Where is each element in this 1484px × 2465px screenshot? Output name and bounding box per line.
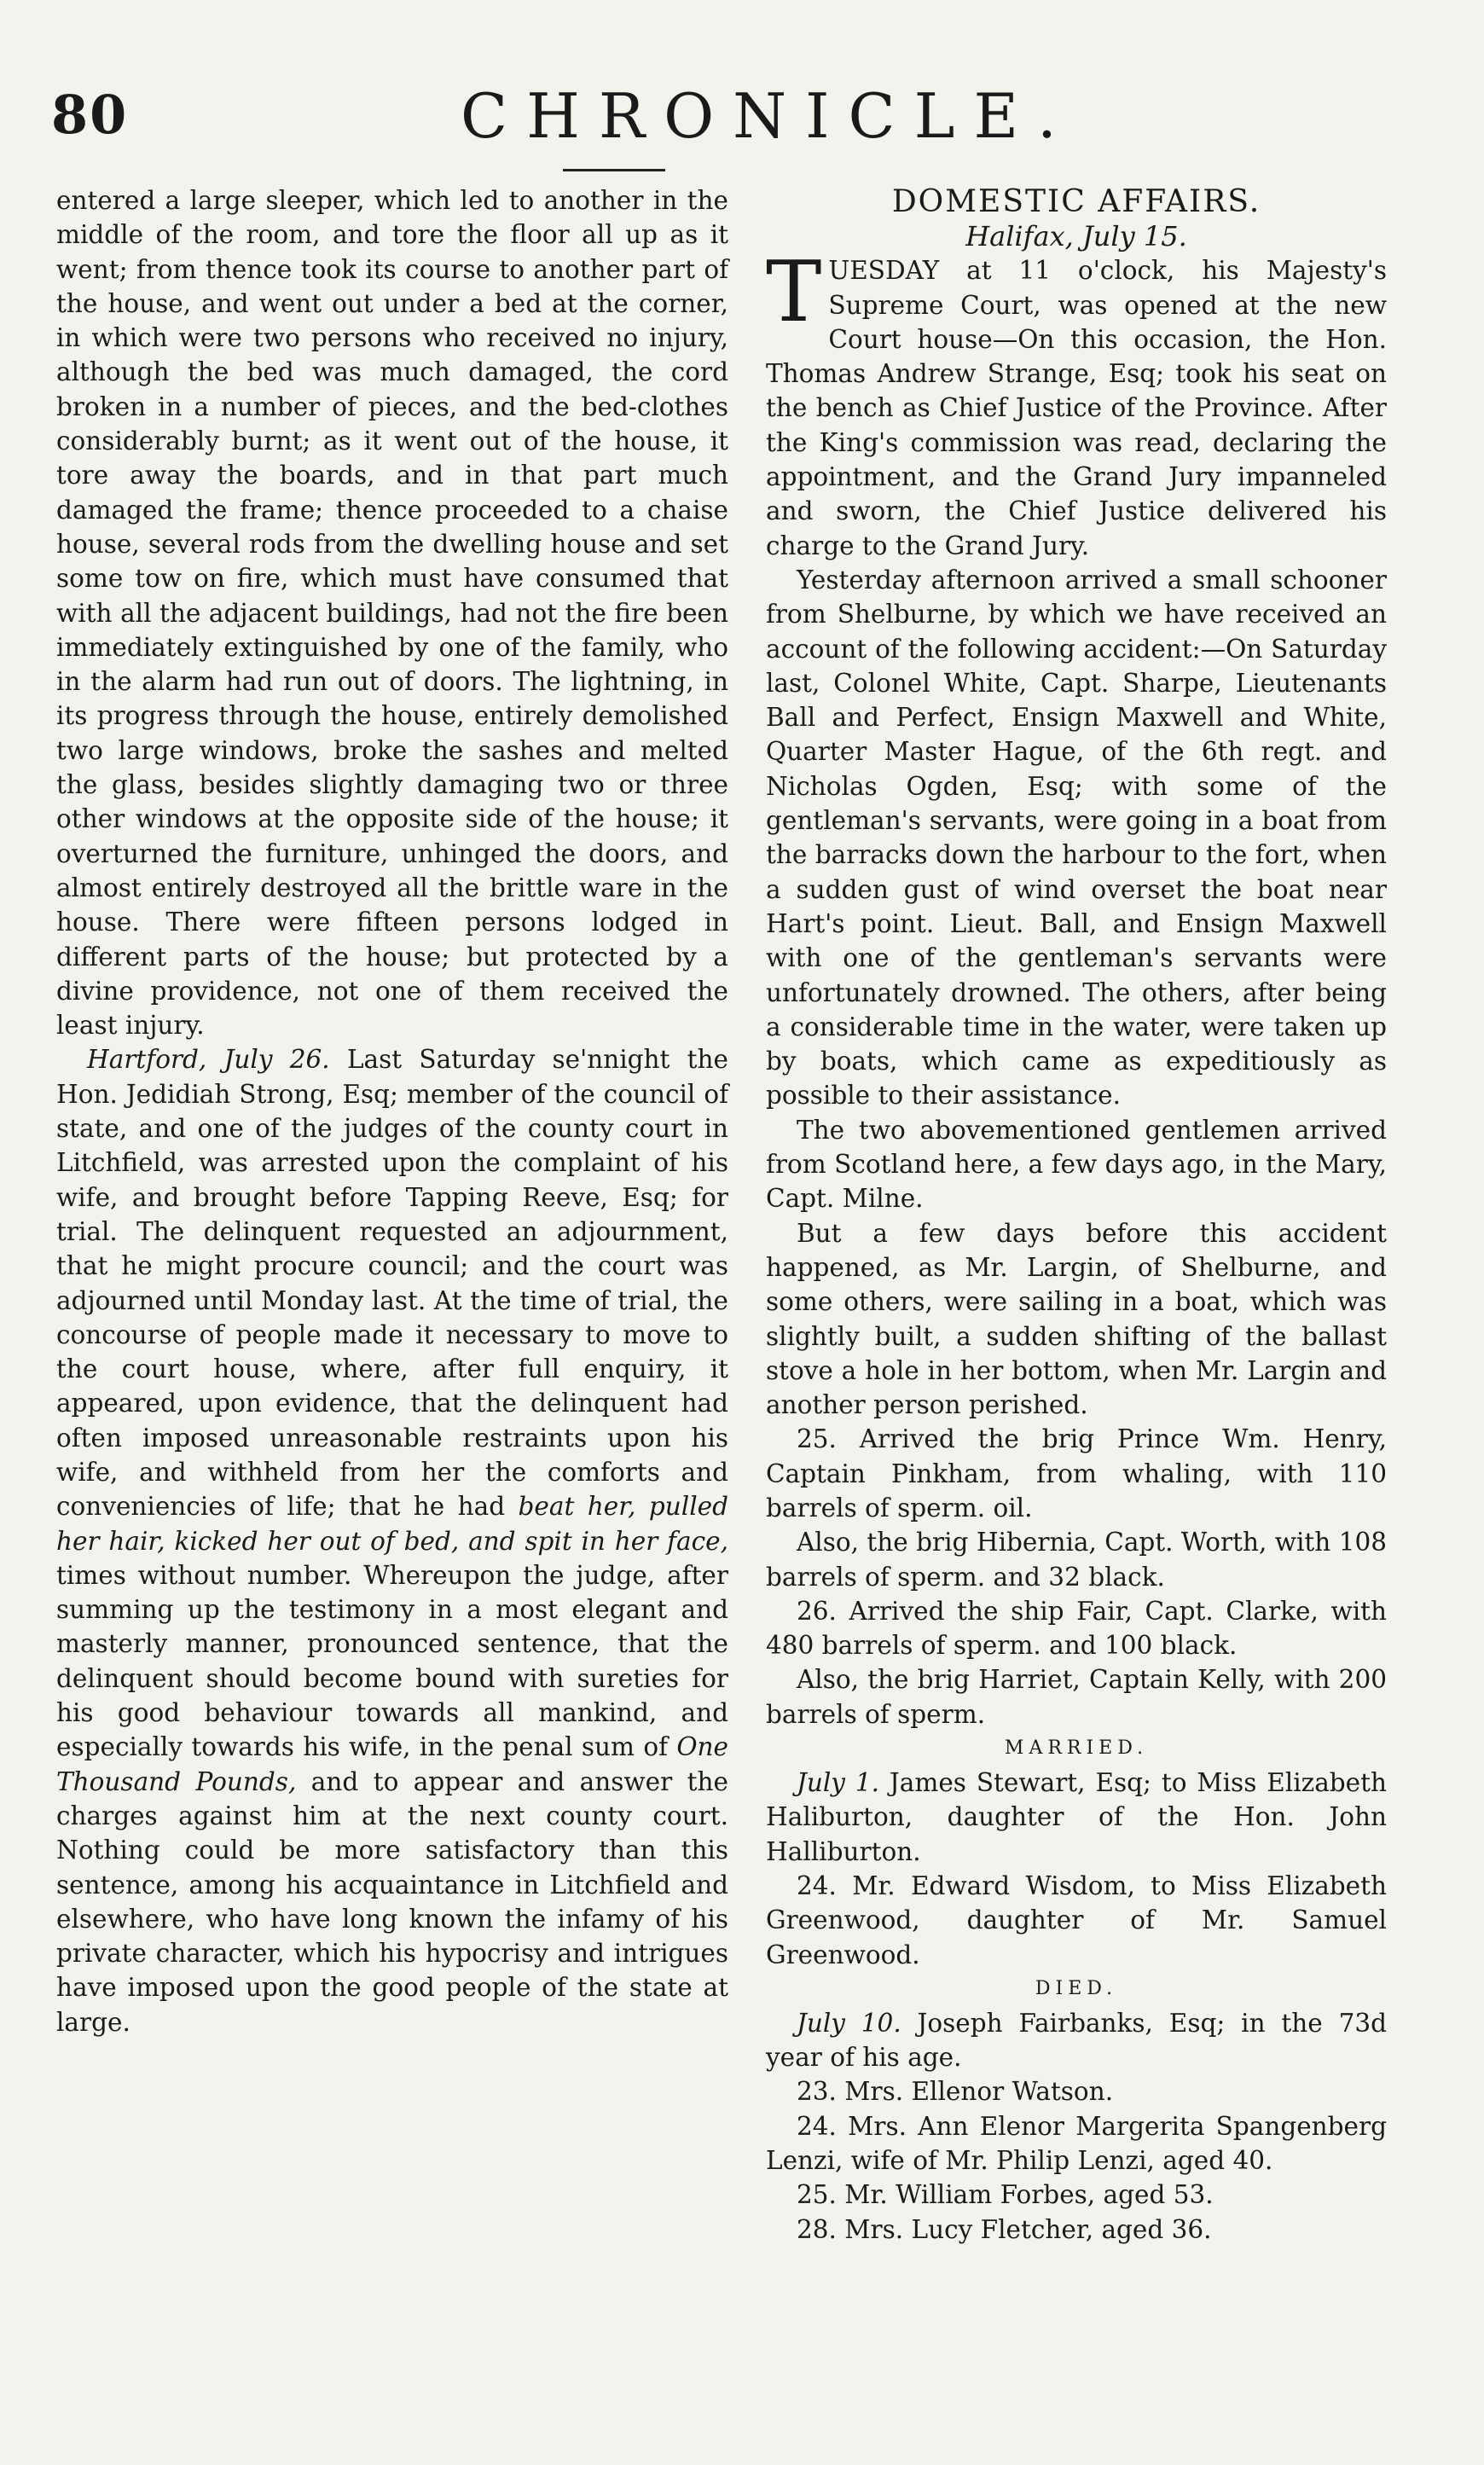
- shipping-entry-4: Also, the brig Harriet, Captain Kelly, with 200 barrels of sperm.: [766, 1665, 1387, 1729]
- death-date: July 10.: [797, 2008, 901, 2038]
- death-entry-5: 28. Mrs. Lucy Fletcher, aged 36.: [797, 2214, 1212, 2244]
- shipping-entry-1: 25. Arrived the brig Prince Wm. Henry, Captain Pinkham, from whaling, with 110 barrels of sperm. oil.: [766, 1424, 1387, 1522]
- death-entry-3: 24. Mrs. Ann Elenor Margerita Spangenberg Lenzi, wife of Mr. Philip Lenzi, aged 40.: [766, 2111, 1387, 2176]
- page-number: 80: [51, 84, 129, 146]
- hartford-text-italic: beat her, pulled her hair, kicked her out of bed, and spit in her face,: [56, 1492, 728, 1556]
- gentlemen-note: The two abovementioned gentlemen arrived from Scotland here, a few days ago, in the Mary, Capt. Milne.: [766, 1115, 1387, 1214]
- death-text: Joseph Fairbanks, Esq; in the 73d year of his age.: [766, 2008, 1388, 2073]
- marriage-date: July 1.: [797, 1768, 879, 1798]
- hartford-text-c: and to appear and answer the charges against him at the next county court. Nothing could be more satisfactory than this sentence, among his acquaintance in Litchfield and elsewhere, who have long known the infamy of his private character, which his hypocrisy and intrigues have imposed upon the good people of the state at large.: [56, 1766, 728, 2037]
- left-column: [56, 183, 728, 2039]
- hartford-dateline: Hartford, July 26.: [87, 1045, 330, 1075]
- hartford-text-a: Last Saturday se'nnight the Hon. Jedidiah Strong, Esq; member of the council of state, and one of the judges of the county court in Litchfield, was arrested upon the complaint of his wife, and brought before Tapping Reeve, Esq; for trial. The delinquent requested an adjournment, that he might procure council; and the court was adjourned until Monday last. At the time of trial, the concourse of people made it necessary to move to the court house, where, after full enquiry, it appeared, upon evidence, that the delinquent had often imposed unreasonable restraints upon his wife, and withheld from her the comforts and conveniencies of life; that he had: [56, 1045, 728, 1522]
- running-head-title: CHRONICLE.: [461, 80, 1075, 152]
- supreme-court-article: [766, 244, 1387, 563]
- right-column: [766, 183, 1387, 2247]
- death-entry-1: [766, 2006, 1387, 2075]
- lightning-article-continuation: entered a large sleeper, which led to another in the middle of the room, and tore the floor all up as it went; from thence took its course to another part of the house, and went out under a bed at the corner, in which were two persons who received no injury, although the bed was much damaged, the cord broken in a number of pieces, and the bed-clothes considerably burnt; as it went out of the house, it tore away the boards, and in that part much damaged the frame; thence proceeded to a chaise house, several rods from the dwelling house and set some tow on fire, which must have consumed that with all the adjacent buildings, had not the fire been immediately extinguished by one of the family, who in the alarm had run out of doors. The lightning, in its progress through the house, entirely demolished two large windows, broke the sashes and melted the glass, besides slightly damaging two or three other windows at the opposite side of the house; it overturned the furniture, unhinged the doors, and almost entirely destroyed all the brittle ware in the house. There were fifteen persons lodged in different parts of the house; but protected by a divine providence, not one of them received the least injury.: [56, 186, 728, 1041]
- marriage-text: James Stewart, Esq; to Miss Elizabeth Haliburton, daughter of the Hon. John Halliburton.: [766, 1768, 1387, 1866]
- boat-accident-article: Yesterday afternoon arrived a small schooner from Shelburne, by which we have received an account of the following accident:—On Saturday last, Colonel White, Capt. Sharpe, Lieutenants Ball and Perfect, Ensign Maxwell and White, Quarter Master Hague, of the 6th regt. and Nicholas Ogden, Esq; with some of the gentleman's servants, were going in a boat from the barracks down the harbour to the fort, when a sudden gust of wind overset the boat near Hart's point. Lieut. Ball, and Ensign Maxwell with one of the gentleman's servants were unfortunately drowned. The others, after being a considerable time in the water, were taken up by boats, which came as expeditiously as possible to their assistance.: [766, 565, 1387, 1111]
- hartford-article: [56, 1042, 728, 2039]
- death-entry-4: 25. Mr. William Forbes, aged 53.: [797, 2180, 1214, 2210]
- marriage-entry-2: 24. Mr. Edward Wisdom, to Miss Elizabeth Greenwood, daughter of Mr. Samuel Greenwood.: [766, 1870, 1387, 1969]
- married-heading: MARRIED.: [1004, 1737, 1149, 1760]
- halifax-dateline: Halifax, July 15.: [965, 220, 1187, 252]
- supreme-court-text: UESDAY at 11 o'clock, his Majesty's Supreme Court, was opened at the new Court house—On this occasion, the Hon. Thomas Andrew Strange, Esq; took his seat on the bench as Chief Justice of the Province. After the King's commission was read, declaring the appointment, and the Grand Jury impanneled and sworn, the Chief Justice delivered his charge to the Grand Jury.: [766, 256, 1387, 560]
- died-heading: DIED.: [1035, 1977, 1118, 1999]
- death-entry-2: 23. Mrs. Ellenor Watson.: [797, 2077, 1114, 2107]
- largin-accident: But a few days before this accident happened, as Mr. Largin, of Shelburne, and some others, were sailing in a boat, which was slightly built, a sudden shifting of the ballast stove a hole in her bottom, when Mr. Largin and another person perished.: [766, 1218, 1387, 1420]
- shipping-entry-3: 26. Arrived the ship Fair, Capt. Clarke, with 480 barrels of sperm. and 100 black.: [766, 1596, 1387, 1661]
- shipping-entry-2: Also, the brig Hibernia, Capt. Worth, with 108 barrels of sperm. and 32 black.: [766, 1528, 1387, 1592]
- drop-cap: T: [766, 244, 822, 342]
- header-rule: [563, 169, 665, 171]
- hartford-penal-sum: One Thousand Pounds,: [56, 1732, 728, 1796]
- hartford-text-b: times without number. Whereupon the judge, after summing up the testimony in a most elegant and masterly manner, pronounced sentence, that the delinquent should become bound with sureties for his good behaviour towards all mankind, and especially towards his wife, in the penal sum of: [56, 1560, 728, 1762]
- section-title: DOMESTIC AFFAIRS.: [891, 184, 1261, 219]
- marriage-entry-1: [766, 1766, 1387, 1869]
